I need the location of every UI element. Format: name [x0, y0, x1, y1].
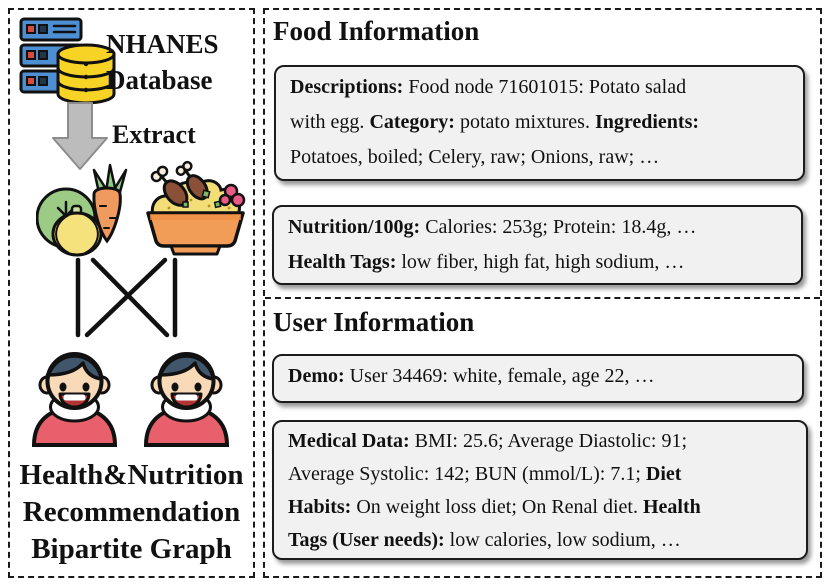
- database-title-line2: Database: [106, 65, 213, 95]
- food-information-section: [265, 10, 820, 299]
- user-demo-text: Demo: User 34469: white, female, age 22, …: [288, 365, 655, 387]
- rice-bowl-icon: [143, 158, 248, 258]
- information-panel: [263, 8, 822, 578]
- graph-caption: [10, 457, 253, 568]
- food-nutrition-text: Nutrition/100g: Calories: 253g; Protein: 18.4g, … Health Tags: low fiber, high fat, high sodium, …: [288, 216, 697, 273]
- database-title-line1: NHANES: [106, 29, 219, 59]
- food-section-title: Food Information: [273, 16, 480, 46]
- user-information-section: [265, 299, 820, 575]
- vegetables-icon: [36, 162, 136, 257]
- extract-label: Extract: [112, 120, 196, 149]
- user-medical-text: Medical Data: BMI: 25.6; Average Diastolic: 91; Average Systolic: 142; BUN (mmol/L): 7.1; Diet Habits: On weight loss diet; On Renal diet. Health Tags (User needs): low calories, low sodium, …: [288, 430, 701, 551]
- database-title: [106, 26, 219, 98]
- user-icon: [27, 345, 122, 447]
- pipeline-panel: [8, 8, 255, 578]
- food-nutrition-card: [272, 205, 803, 285]
- user-medical-card: [272, 420, 808, 560]
- graph-caption-line1: Health&Nutrition: [19, 459, 244, 491]
- food-description-card: [274, 65, 805, 181]
- database-icon: [18, 14, 118, 109]
- food-description-text: Descriptions: Food node 71601015: Potato salad with egg. Category: potato mixtures. Ingredients: Potatoes, boiled; Celery, raw; Onions, raw; …: [290, 76, 700, 168]
- graph-caption-line2: Recommendation: [22, 496, 241, 528]
- user-icon: [139, 345, 234, 447]
- bipartite-edges: [50, 255, 185, 345]
- graph-caption-line3: Bipartite Graph: [31, 533, 232, 565]
- user-section-title: User Information: [273, 307, 475, 337]
- user-demo-card: [272, 354, 804, 403]
